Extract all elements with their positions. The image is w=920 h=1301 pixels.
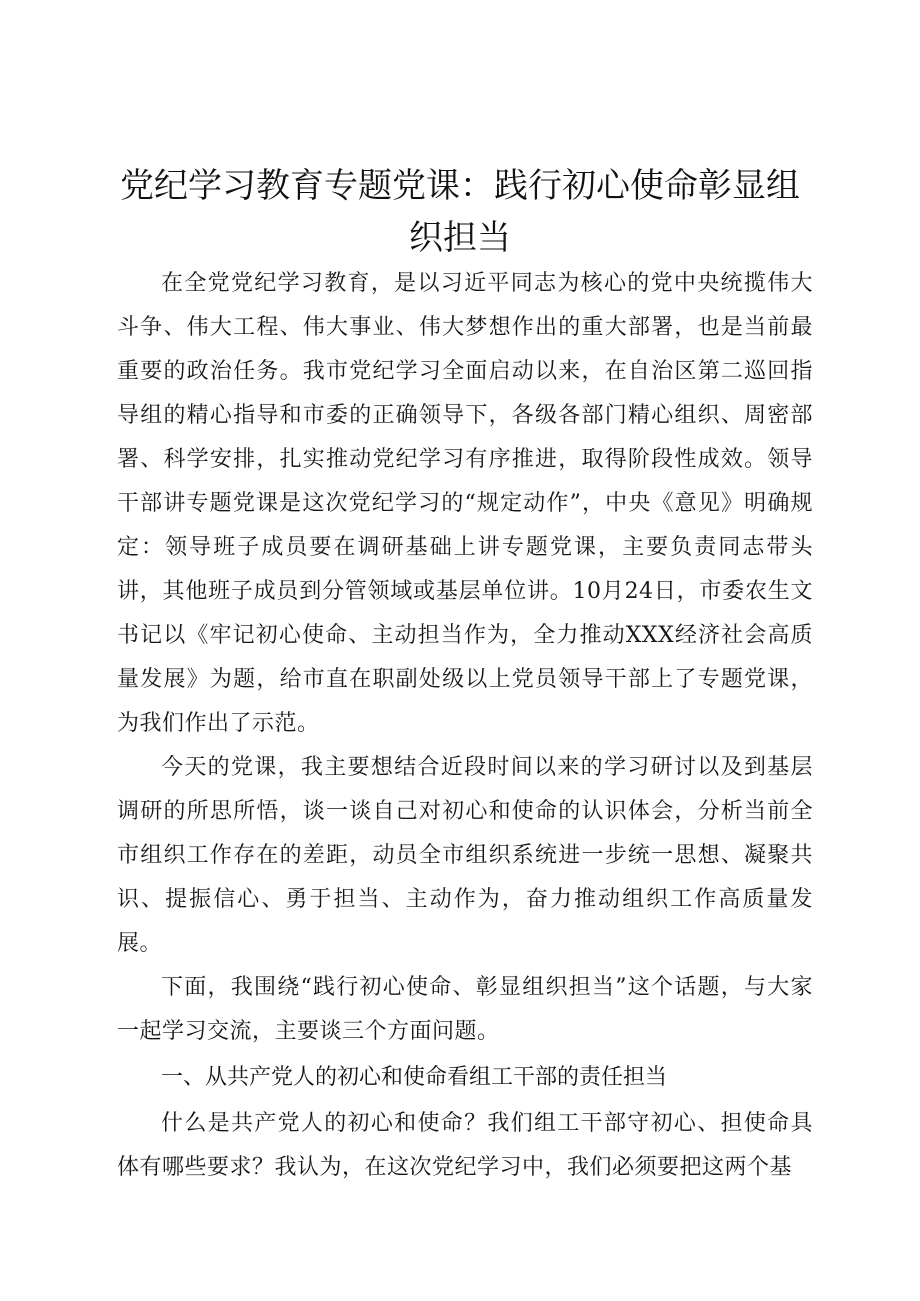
paragraph-section-one: 什么是共产党人的初心和使命？我们组工干部守初心、担使命具体有哪些要求？我认为，在这次党纪学习中，我们必须要把这两个基 (117, 1111, 813, 1180)
paragraph-outline: 下面，我围绕“践行初心使命、彰显组织担当”这个话题，与大家一起学习交流，主要谈三个方面问题。 (117, 975, 813, 1044)
document-title: 党纪学习教育专题党课：践行初心使命彰显组织担当 (120, 166, 800, 258)
section-heading-one: 一、从共产党人的初心和使命看组工干部的责任担当 (161, 1065, 668, 1090)
document-body (117, 262, 813, 1190)
paragraph-intro: 在全党党纪学习教育，是以习近平同志为核心的党中央统揽伟大斗争、伟大工程、伟大事业、伟大梦想作出的重大部署，也是当前最重要的政治任务。我市党纪学习全面启动以来，在自治区第二巡回指导组的精心指导和市委的正确领导下，各级各部门精心组织、周密部署、科学安排，扎实推动党纪学习有序推进，取得阶段性成效。领导干部讲专题党课是这次党纪学习的“规定动作”，中央《意见》明确规定：领导班子成员要在调研基础上讲专题党课，主要负责同志带头讲，其他班子成员到分管领域或基层单位讲。10月24日，市委农生文书记以《牢记初心使命、主动担当作为，全力推动XXX经济社会高质量发展》为题，给市直在职副处级以上党员领导干部上了专题党课，为我们作出了示范。 (117, 271, 813, 736)
paragraph-purpose: 今天的党课，我主要想结合近段时间以来的学习研讨以及到基层调研的所思所悟，谈一谈自己对初心和使命的认识体会，分析当前全市组织工作存在的差距，动员全市组织系统进一步统一思想、凝聚共识、提振信心、勇于担当、主动作为，奋力推动组织工作高质量发展。 (117, 755, 813, 956)
